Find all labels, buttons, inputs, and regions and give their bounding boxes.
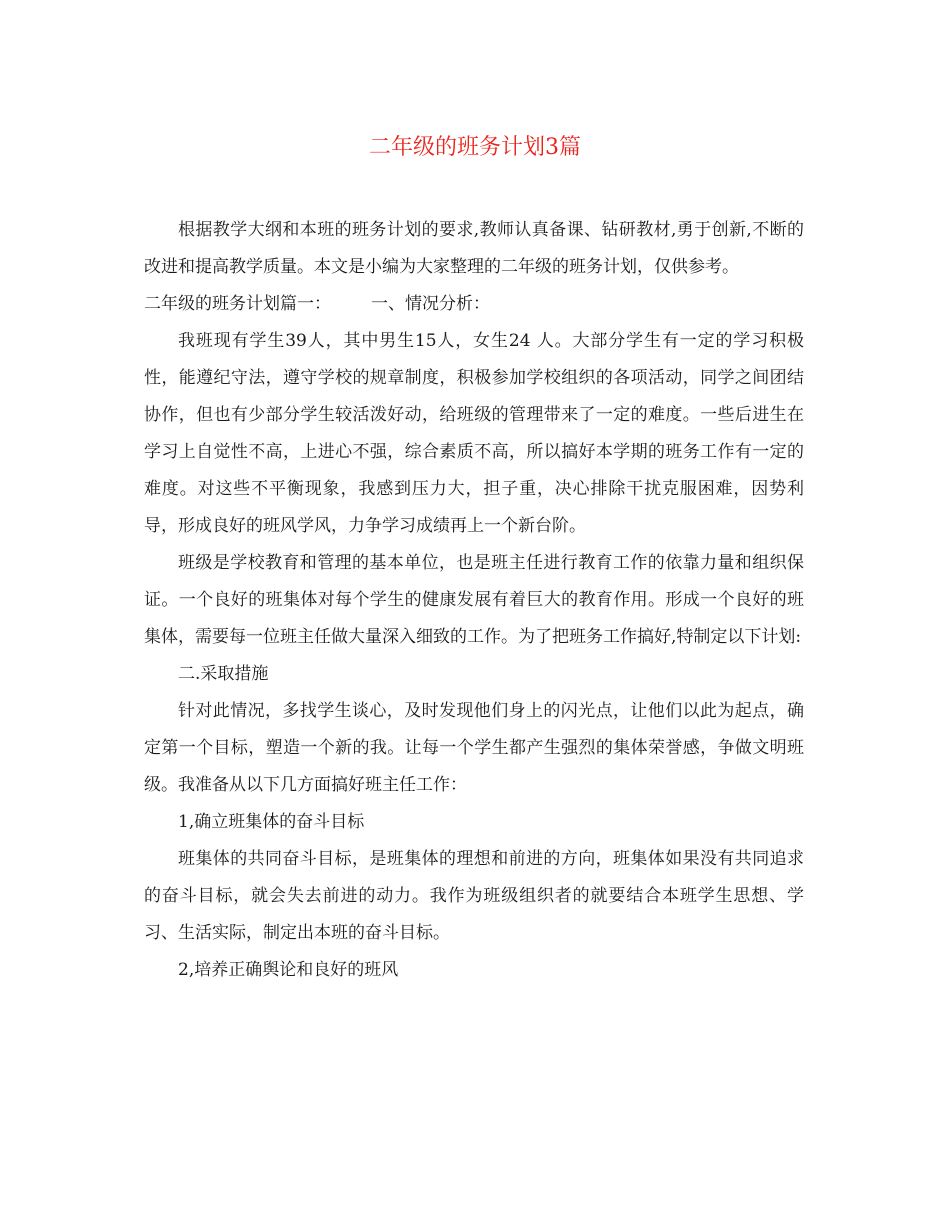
situation-paragraph: 我班现有学生39人，其中男生15人，女生24 人。大部分学生有一定的学习积极性，能遵纪守法，遵守学校的规章制度，积极参加学校组织的各项活动，同学之间团结协作，但也有少部分学生较活泼好动，给班级的管理带来了一定的难度。一些后进生在学习上自觉性不高，上进心不强，综合素质不高，所以搞好本学期的班务工作有一定的难度。对这些不平衡现象，我感到压力大，担子重，决心排除干扰克服困难，因势利导，形成良好的班风学风，力争学习成绩再上一个新台阶。 — [144, 331, 804, 536]
section-one-heading — [144, 286, 804, 323]
intro-paragraph: 根据教学大纲和本班的班务计划的要求,教师认真备课、钻研教材,勇于创新,不断的改进和提高教学质量。本文是小编为大家整理的二年级的班务计划，仅供参考。 — [144, 220, 804, 277]
section-one-subheading: 一、情况分析： — [371, 294, 490, 314]
goal-heading: 1,确立班集体的奋斗目标 — [178, 812, 365, 832]
measures-heading: 二.采取措施 — [178, 664, 269, 684]
document-body — [144, 212, 804, 989]
class-paragraph: 班级是学校教育和管理的基本单位，也是班主任进行教育工作的依靠力量和组织保证。一个良好的班集体对每个学生的健康发展有着巨大的教育作用。形成一个良好的班集体，需要每一位班主任做大量深入细致的工作。为了把班务工作搞好,特制定以下计划: — [144, 553, 804, 647]
goal-paragraph: 班集体的共同奋斗目标，是班集体的理想和前进的方向，班集体如果没有共同追求的奋斗目标，就会失去前进的动力。我作为班级组织者的就要结合本班学生思想、学习、生活实际，制定出本班的奋斗目标。 — [144, 849, 804, 943]
document-title: 二年级的班务计划3篇 — [369, 135, 581, 160]
measures-paragraph: 针对此情况，多找学生谈心，及时发现他们身上的闪光点，让他们以此为起点，确定第一个目标，塑造一个新的我。让每一个学生都产生强烈的集体荣誉感，争做文明班级。我准备从以下几方面搞好班主任工作： — [144, 701, 804, 795]
section-one-label: 二年级的班务计划篇一： — [144, 294, 331, 314]
opinion-heading: 2,培养正确舆论和良好的班风 — [178, 960, 399, 980]
